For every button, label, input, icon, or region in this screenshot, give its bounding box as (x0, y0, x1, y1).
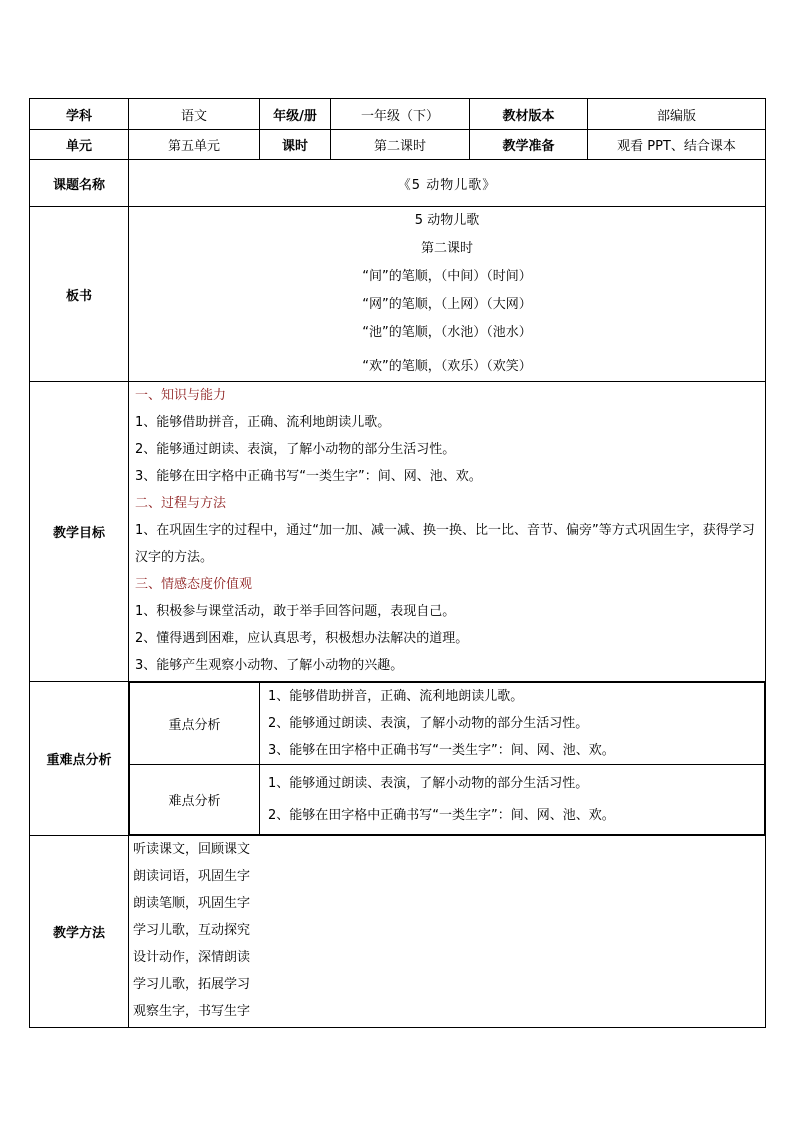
board-label: 板书 (30, 207, 129, 382)
grade-value: 一年级（下） (331, 99, 470, 130)
key-points-label: 重点分析 (130, 683, 260, 765)
key-points-row (130, 683, 765, 765)
objective-item: 3、能够产生观察小动物、了解小动物的兴趣。 (135, 658, 404, 673)
header-row-1 (30, 99, 766, 130)
objective-item: 1、在巩固生字的过程中，通过“加一加、减一减、换一换、比一比、音节、偏旁”等方式巩固生字，获得学习汉字的方法。 (135, 523, 755, 565)
prep-label: 教学准备 (470, 130, 588, 160)
board-line: 5 动物儿歌 (414, 213, 480, 228)
lesson-title: 《5 动物儿歌》 (129, 160, 766, 207)
method-item: 朗读词语，巩固生字 (133, 869, 251, 884)
board-row (30, 207, 766, 382)
key-point-item: 3、能够在田字格中正确书写“一类生字”：间、网、池、欢。 (268, 743, 615, 758)
objectives-heading: 一、知识与能力 (135, 388, 227, 403)
analysis-row (30, 682, 766, 836)
objective-item: 3、能够在田字格中正确书写“一类生字”：间、网、池、欢。 (135, 469, 482, 484)
method-item: 设计动作，深情朗读 (133, 950, 251, 965)
difficult-points-row (130, 765, 765, 835)
lesson-plan-table (29, 98, 766, 1028)
objectives-heading: 三、情感态度价值观 (135, 577, 253, 592)
subject-label: 学科 (30, 99, 129, 130)
board-line: “间”的笔顺，（中间）（时间） (362, 269, 532, 284)
grade-label: 年级/册 (260, 99, 331, 130)
board-line: 第二课时 (421, 241, 474, 256)
method-item: 朗读笔顺，巩固生字 (133, 896, 251, 911)
difficult-point-item: 2、能够在田字格中正确书写“一类生字”：间、网、池、欢。 (268, 807, 615, 823)
prep-value: 观看 PPT、结合课本 (588, 130, 766, 160)
edition-value: 部编版 (588, 99, 766, 130)
board-line: “池”的笔顺，（水池）（池水） (362, 325, 532, 340)
method-item: 听读课文，回顾课文 (133, 842, 251, 857)
method-item: 学习儿歌，互动探究 (133, 923, 251, 938)
period-value: 第二课时 (331, 130, 470, 160)
objective-item: 2、能够通过朗读、表演，了解小动物的部分生活习性。 (135, 442, 456, 457)
header-row-2 (30, 130, 766, 160)
methods-content (129, 836, 766, 1028)
board-line: “网”的笔顺，（上网）（大网） (362, 297, 532, 312)
subject-value: 语文 (129, 99, 260, 130)
board-content (129, 207, 766, 382)
objective-item: 1、能够借助拼音，正确、流利地朗读儿歌。 (135, 415, 391, 430)
method-item: 学习儿歌，拓展学习 (133, 977, 251, 992)
methods-row (30, 836, 766, 1028)
difficult-points-label: 难点分析 (130, 765, 260, 835)
objectives-heading: 二、过程与方法 (135, 496, 227, 511)
difficult-point-item: 1、能够通过朗读、表演，了解小动物的部分生活习性。 (268, 775, 589, 791)
objectives-row (30, 382, 766, 682)
objectives-label: 教学目标 (30, 382, 129, 682)
methods-label: 教学方法 (30, 836, 129, 1028)
period-label: 课时 (260, 130, 331, 160)
method-item: 观察生字，书写生字 (133, 1004, 251, 1019)
objective-item: 1、积极参与课堂活动，敢于举手回答问题，表现自己。 (135, 604, 456, 619)
key-points-list (260, 683, 765, 765)
edition-label: 教材版本 (470, 99, 588, 130)
objective-item: 2、懂得遇到困难，应认真思考，积极想办法解决的道理。 (135, 631, 469, 646)
difficult-points-list (260, 765, 765, 835)
board-line: “欢”的笔顺，（欢乐）（欢笑） (362, 359, 532, 374)
key-point-item: 1、能够借助拼音，正确、流利地朗读儿歌。 (268, 689, 524, 704)
lesson-title-row (30, 160, 766, 207)
unit-value: 第五单元 (129, 130, 260, 160)
key-point-item: 2、能够通过朗读、表演，了解小动物的部分生活习性。 (268, 716, 589, 731)
lesson-label: 课题名称 (30, 160, 129, 207)
analysis-inner-table (129, 682, 765, 835)
analysis-label: 重难点分析 (30, 682, 129, 836)
objectives-content (129, 382, 766, 682)
unit-label: 单元 (30, 130, 129, 160)
analysis-content (129, 682, 766, 836)
